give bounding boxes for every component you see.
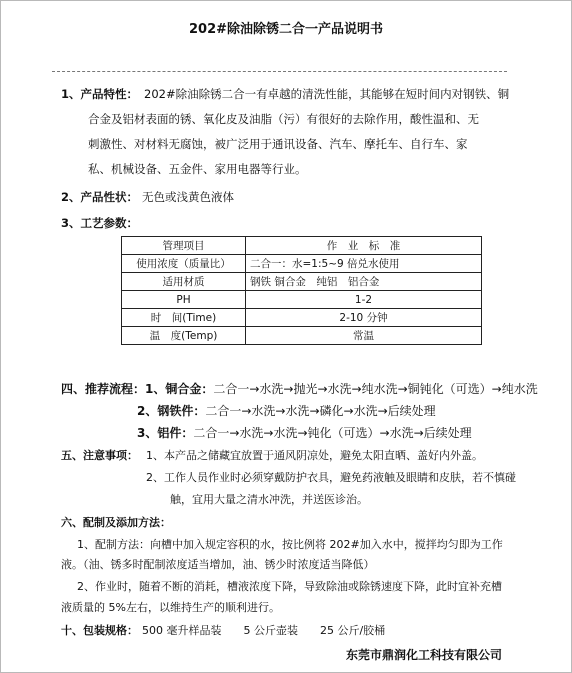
- table-cell: 使用浓度（质量比）: [122, 255, 246, 273]
- table-cell: 适用材质: [122, 273, 246, 291]
- section4-item-2: [137, 402, 436, 419]
- table-cell: 2-10 分钟: [246, 309, 482, 327]
- table-cell: 1-2: [246, 291, 482, 309]
- table-cell: PH: [122, 291, 246, 309]
- table-row: [122, 327, 482, 345]
- section4-item-3: [137, 424, 472, 441]
- table-cell: 时 间(Time): [122, 309, 246, 327]
- section1-line-3: 刺激性、对材料无腐蚀，被广泛用于通讯设备、汽车、摩托车、自行车、家: [88, 137, 468, 151]
- section2-label: 2、产品性状：: [61, 190, 139, 204]
- section1-label: 1、产品特性：: [61, 87, 139, 101]
- section4-item-3-text: 二合一→水洗→水洗→钝化（可选）→水洗→后续处理: [193, 426, 472, 440]
- section6-line-3: 2、作业时，随着不断的消耗，槽液浓度下降，导致除油或除锈速度下降，此时宜补充槽: [77, 580, 502, 593]
- section4-item-2-text: 二合一→水洗→水洗→磷化→水洗→后续处理: [205, 404, 436, 418]
- section2-text: 无色或浅黄色液体: [142, 190, 235, 204]
- section2: [61, 185, 234, 210]
- section6-line-4: 液质量的 5%左右，以维持生产的顺利进行。: [61, 601, 280, 614]
- table-row: [122, 273, 482, 291]
- section5-label: 五、注意事项：: [61, 449, 138, 462]
- title-divider: [52, 71, 507, 72]
- section5-text-1: 1、本产品之储藏宜放置于通风阴凉处，避免太阳直晒、盖好内外盖。: [146, 449, 483, 462]
- section1-line-2: 合金及铝材表面的锈、氧化皮及油脂（污）有很好的去除作用，酸性温和、无: [88, 112, 479, 126]
- table-cell: 常温: [246, 327, 482, 345]
- section6-line-1: 1、配制方法：向槽中加入规定容积的水，按比例将 202#加入水中，搅拌均匀即为工作: [77, 538, 503, 551]
- section5-line-3: 触，宜用大量之清水冲洗，并送医诊治。: [170, 493, 368, 506]
- section7-label: 十、包装规格：: [61, 624, 138, 637]
- section4-item-1-label: 1、铜合金：: [145, 382, 214, 396]
- process-parameter-table: [121, 236, 482, 345]
- section1-line-4: 私、机械设备、五金件、家用电器等行业。: [88, 162, 307, 176]
- section1-text-1: 202#除油除锈二合一有卓越的清洗性能，其能够在短时间内对钢铁、铜: [144, 87, 510, 101]
- section4-item-2-label: 2、钢铁件：: [137, 404, 206, 418]
- section6-label: 六、配制及添加方法：: [61, 516, 171, 529]
- table-cell: 钢铁 铜合金 纯铝 铝合金: [246, 273, 482, 291]
- section5-line-2: 2、工作人员作业时必须穿戴防护衣具，避免药液触及眼睛和皮肤，若不慎碰: [146, 471, 516, 484]
- table-row: [122, 237, 482, 255]
- table-row: [122, 309, 482, 327]
- section5-line-1: [61, 447, 483, 463]
- section3-label: 3、工艺参数：: [61, 216, 139, 230]
- table-row: [122, 255, 482, 273]
- section1-line-1: [61, 82, 509, 107]
- section7-text: 500 毫升样品装 5 公斤壶装 25 公斤/胶桶: [142, 624, 386, 637]
- section4-item-3-label: 3、铝件：: [137, 426, 194, 440]
- section4-item-1-text: 二合一→水洗→抛光→水洗→纯水洗→铜钝化（可选）→纯水洗: [213, 382, 538, 396]
- table-cell: 二合一：水=1:5~9 倍兑水使用: [246, 255, 482, 273]
- section4-label: 四、推荐流程：: [61, 382, 146, 396]
- table-cell: 管理项目: [122, 237, 246, 255]
- section6-line-2: 液。（油、锈多时配制浓度适当增加，油、锈少时浓度适当降低）: [61, 558, 375, 571]
- company-signature: 东莞市鼎润化工科技有限公司: [345, 648, 502, 662]
- document-title: 202#除油除锈二合一产品说明书: [188, 22, 384, 37]
- table-cell: 作 业 标 准: [246, 237, 482, 255]
- section4-item-1: [61, 380, 538, 397]
- table-cell: 温 度(Temp): [122, 327, 246, 345]
- table-row: [122, 291, 482, 309]
- section7: [61, 622, 385, 638]
